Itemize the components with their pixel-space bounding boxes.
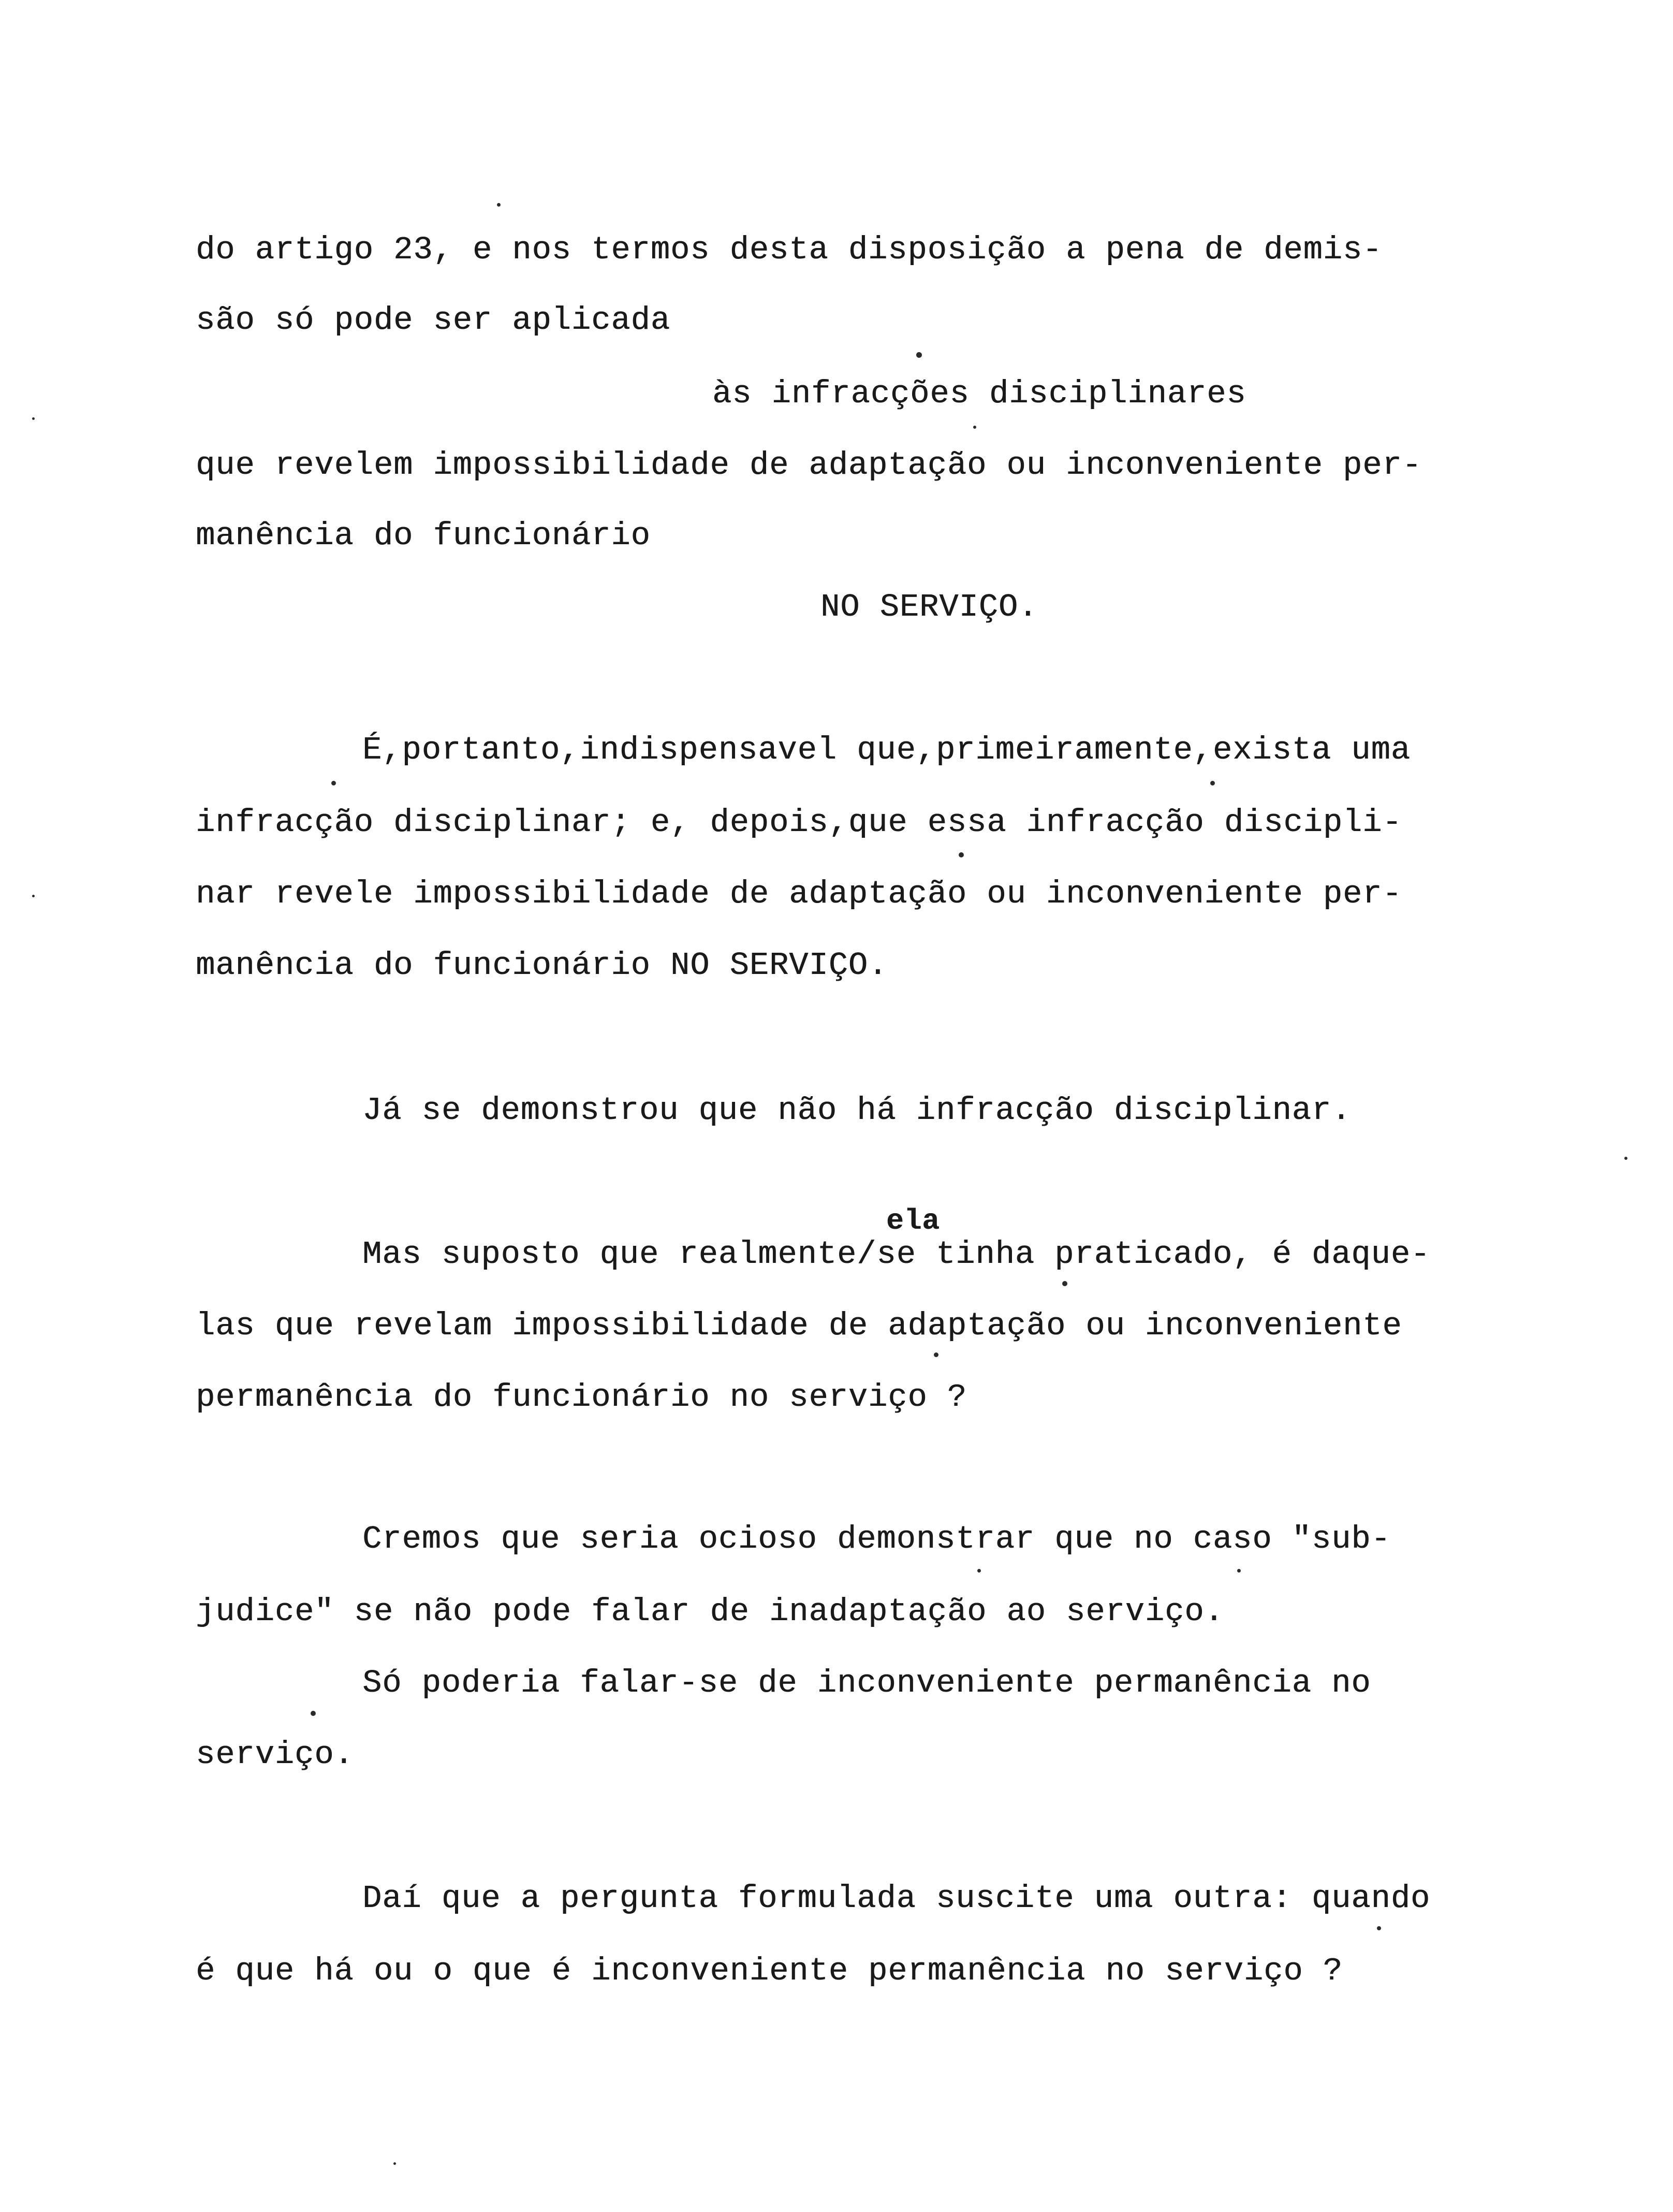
ink-speck [32,417,35,420]
text-line-19: Daí que a pergunta formulada suscite uma outra: quando [362,1880,1431,1917]
text-line-1: do artigo 23, e nos termos desta disposição a pena de demis- [196,231,1383,268]
text-line-3: às infracções disciplinares [712,375,1246,412]
text-line-9: nar revele impossibilidade de adaptação ou inconveniente per- [196,876,1402,912]
ink-speck [1210,781,1215,785]
text-line-2: são só pode ser aplicada [196,302,670,339]
text-line-11: Já se demonstrou que não há infracção disciplinar. [362,1092,1352,1129]
ink-speck [331,781,336,785]
text-line-5: manência do funcionário [196,517,651,554]
text-line-18: serviço. [196,1736,354,1773]
text-line-12: Mas suposto que realmente/se tinha praticado, é daque- [362,1236,1431,1273]
text-line-15: Cremos que seria ocioso demonstrar que no caso "sub- [362,1521,1391,1558]
ink-speck [934,1352,938,1357]
ink-speck [1624,1157,1627,1160]
text-line-4: que revelem impossibilidade de adaptação ou inconveniente per- [196,447,1422,484]
ink-speck [32,895,35,897]
text-line-16: judice" se não pode falar de inadaptação ao serviço. [196,1593,1224,1630]
ink-speck [1377,1926,1381,1930]
ink-speck [497,203,501,207]
text-line-17: Só poderia falar-se de inconveniente permanência no [362,1665,1371,1701]
ink-speck [973,426,976,429]
ink-speck [311,1711,316,1716]
ink-speck [1062,1281,1067,1286]
ink-speck [959,852,964,857]
text-line-8: infracção disciplinar; e, depois,que essa infracção discipli- [196,804,1402,841]
ink-speck [977,1569,981,1573]
text-insertion-above: ela [886,1204,940,1238]
ink-speck [393,2162,396,2165]
text-line-14: permanência do funcionário no serviço ? [196,1379,967,1416]
text-line-20: é que há ou o que é inconveniente permanência no serviço ? [196,1953,1343,1989]
ink-speck [916,352,922,358]
ink-speck [1237,1569,1241,1573]
text-line-6: NO SERVIÇO. [820,589,1038,625]
text-line-7: É,portanto,indispensavel que,primeiramente,exista uma [362,732,1411,768]
text-line-10: manência do funcionário NO SERVIÇO. [196,947,888,984]
text-line-13: las que revelam impossibilidade de adaptação ou inconveniente [196,1307,1402,1344]
